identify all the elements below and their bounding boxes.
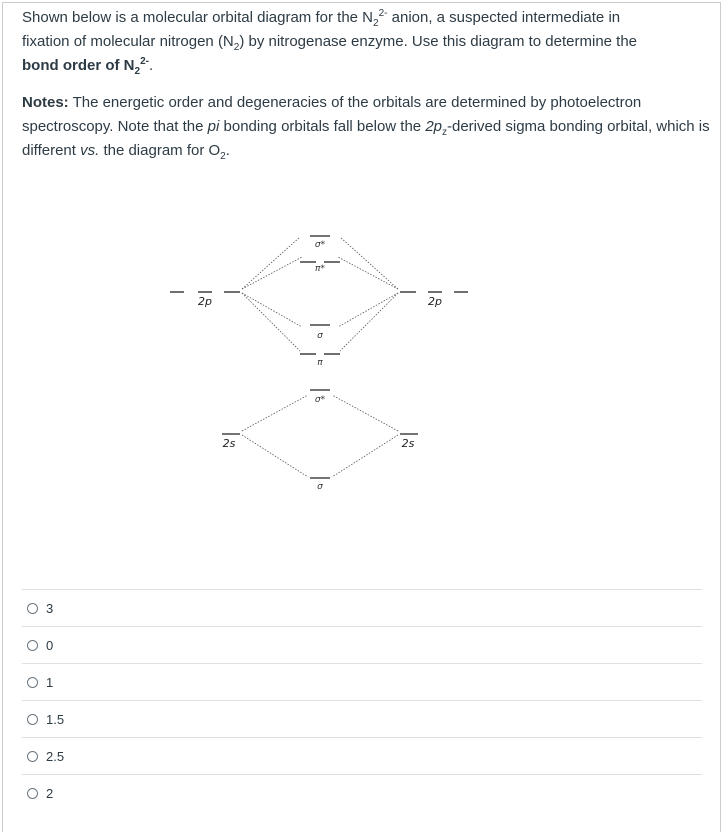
question-prompt: Shown below is a molecular orbital diagram for the $N_2^{2-}$ anion, a suspected intermediate in fixation of molecular nitrogen $(N_2)$ by nitrogenase enzyme. Use this diagram to determine the bond order of $N_2^{2-}$. xyxy=(22,8,638,77)
answer-option[interactable] xyxy=(22,663,702,700)
radio-button[interactable] xyxy=(27,751,38,762)
answer-option[interactable] xyxy=(22,700,702,737)
pi-label: π xyxy=(317,358,323,368)
answer-label: 2.5 xyxy=(46,748,65,764)
answer-list xyxy=(22,589,702,811)
pi-star-label: π* xyxy=(315,264,325,274)
sigma-2p-label: σ xyxy=(317,331,323,341)
answer-label: 1.5 xyxy=(46,711,65,727)
notes-paragraph: Notes: The energetic order and degeneracies of the orbitals are determined by photoelectron spectroscopy. Note that the pi bonding orbitals fall below the $2p_z$-derived sigma bonding orbital, which is different vs. the diagram for $O_2$. xyxy=(22,94,710,162)
radio-button[interactable] xyxy=(27,788,38,799)
answer-label: 3 xyxy=(46,600,54,616)
answer-option[interactable] xyxy=(22,589,702,626)
answer-label: 0 xyxy=(46,637,54,653)
answer-label: 1 xyxy=(46,674,54,690)
answer-option[interactable] xyxy=(22,774,702,811)
question-body xyxy=(22,6,712,163)
sigma-star-2s-label: σ* xyxy=(314,395,326,405)
mo-diagram xyxy=(150,215,490,505)
radio-button[interactable] xyxy=(27,714,38,725)
answer-option[interactable] xyxy=(22,626,702,663)
radio-button[interactable] xyxy=(27,677,38,688)
right-2p-label: 2p xyxy=(428,295,442,308)
sigma-2s-label: σ xyxy=(317,482,323,492)
bond-order-phrase: bond order of $N_2^{2-}$ xyxy=(22,56,149,77)
answer-option[interactable] xyxy=(22,737,702,774)
left-2p-label: 2p xyxy=(198,295,212,308)
radio-button[interactable] xyxy=(27,603,38,614)
radio-button[interactable] xyxy=(27,640,38,651)
left-2s-label: 2s xyxy=(222,437,236,450)
right-2s-label: 2s xyxy=(401,437,415,450)
sigma-star-2p-label: σ* xyxy=(314,240,326,250)
answer-label: 2 xyxy=(46,785,54,801)
